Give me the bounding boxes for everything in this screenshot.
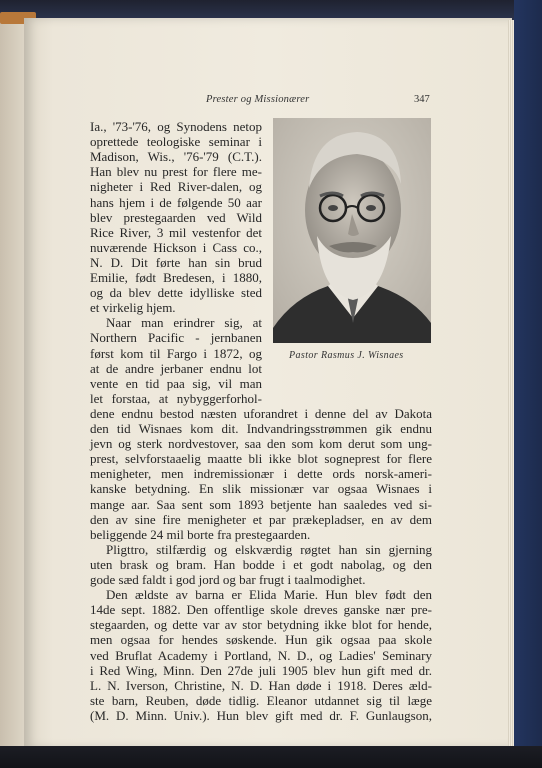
running-head: Prester og Missionærer xyxy=(206,94,310,105)
text-line: Pligttro, stilfærdig og elskværdig røgtet han sin gjerning xyxy=(106,541,432,557)
text-line: Madison, Wis., '76-'79 (C.T.). xyxy=(90,149,262,165)
text-line: kanske betydning. En slik missionær var ogsaa Wisnaes i xyxy=(90,481,432,497)
text-line: den tid Wisnaes kom dit. Indvandringsstrømmen gik endnu xyxy=(90,421,432,436)
text-line: stegaarden, og dette var av stor betydning ikke blot for hende, xyxy=(90,617,432,633)
text-line: Den ældste av barna er Elida Marie. Hun blev født den xyxy=(106,587,432,603)
text-line: 14de sept. 1882. Den offentlige skole dreves ganske nær pre- xyxy=(90,602,432,618)
portrait-photo xyxy=(273,118,431,343)
text-line: L. N. Iverson, Christine, N. D. Han døde i 1918. Deres æld- xyxy=(90,677,432,693)
text-line: at de andre jerbaner endnu lot xyxy=(90,360,262,376)
text-line: Naar man erindrer sig, at xyxy=(106,315,262,331)
text-line: dene endnu bestod næsten uforandret i denne del av Dakota xyxy=(90,405,432,421)
text-line: Han blev nu prest for flere me- xyxy=(90,164,262,180)
photo-caption: Pastor Rasmus J. Wisnaes xyxy=(289,349,404,361)
text-line: prest, selvforstaaelig maatte bli ikke blot sogneprest for flere xyxy=(90,451,432,467)
text-line: den av sine fire menigheter et par prækepladser, en av dem xyxy=(90,511,432,527)
book-cover-bottom xyxy=(0,746,542,768)
text-line: N. D. Dit førte han sin brud xyxy=(90,254,262,270)
text-line: let forstaa, at nybyggerforhol- xyxy=(90,390,262,406)
text-line: uten brask og bram. Han bodde i et godt nabolag, og den xyxy=(90,556,432,572)
text-line: Northern Pacific - jernbanen xyxy=(90,330,262,346)
text-line: Emilie, født Bredesen, i 1880, xyxy=(90,270,262,285)
text-line: nigheter i Red River-dalen, og xyxy=(90,179,262,195)
text-line: hans hjem i de følgende 50 aar xyxy=(90,194,262,210)
book-cover-right xyxy=(514,0,542,768)
text-line: jevn og sterk nordvestover, saa den som kom derut som ung- xyxy=(90,436,432,452)
text-line: nuværende Hickson i Cass co., xyxy=(90,239,262,255)
text-line: i Red Wing, Minn. Den 27de juli 1905 blev hun gift med dr. xyxy=(90,662,432,678)
text-line: ste barn, Reuben, døde tidlig. Eleanor utdannet sig til læge xyxy=(90,692,432,708)
text-line: vente en tid paa sig, vil man xyxy=(90,375,262,391)
text-line: og da blev dette idylliske sted xyxy=(90,285,262,301)
text-line: først kom til Fargo i 1872, og xyxy=(90,345,262,361)
text-line: gode sæd faldt i god jord og bar frugt i taalmodighet. xyxy=(90,572,366,587)
text-line: blev prestegaarden ved Wild xyxy=(90,209,262,225)
text-line: mange aar. Saa sent som 1893 betjente han saaledes ved si- xyxy=(90,496,432,512)
text-line: beliggende 24 mil borte fra prestegaarden. xyxy=(90,526,311,542)
text-line: Ia., '73-'76, og Synodens netop xyxy=(90,119,262,134)
text-line-overflow: (M. D. Minn. Univ.). Hun blev gift med dr. F. Gunlaugson, xyxy=(90,707,432,723)
portrait-image xyxy=(273,118,431,343)
text-line: Rice River, 3 mil vestenfor det xyxy=(90,224,262,240)
text-line: oprettede teologiske seminar i xyxy=(90,134,262,150)
text-line: men ogsaa for hendes søskende. Hun gik ogsaa paa skole xyxy=(90,632,432,648)
text-line: menigheter, men indremissionær i dette ords norsk-ameri- xyxy=(90,466,432,482)
text-line: ved Bruflat Academy i Portland, N. D., og Ladies' Seminary xyxy=(90,647,432,663)
page-number: 347 xyxy=(414,94,430,105)
text-line: et virkelig hjem. xyxy=(90,300,176,316)
